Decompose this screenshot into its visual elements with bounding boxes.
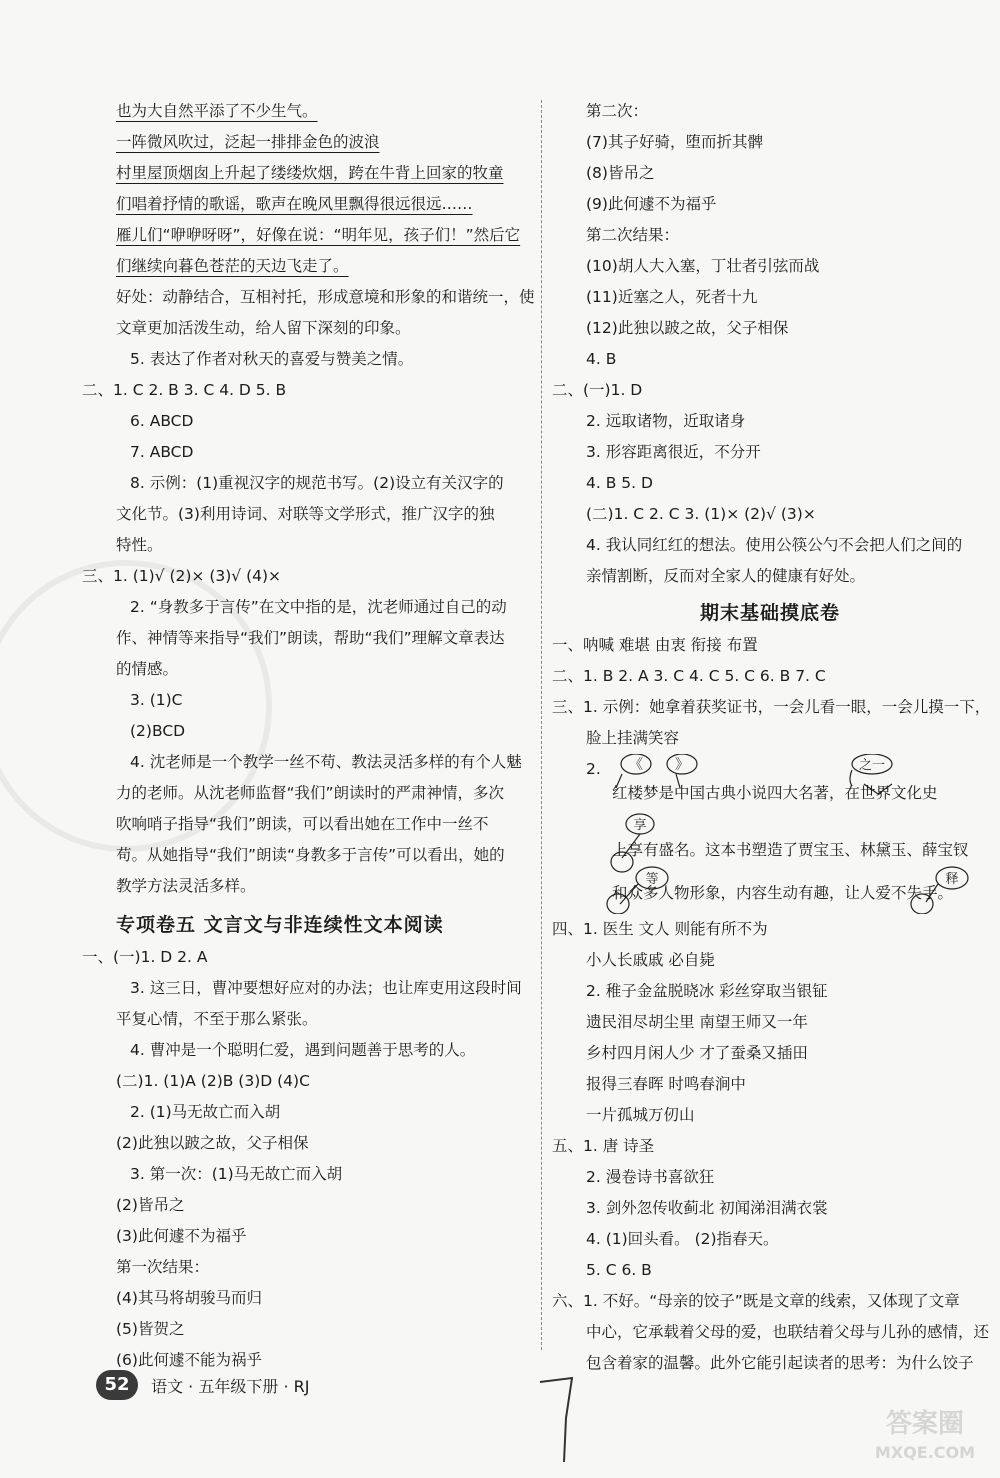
answer-line: 4. 曹冲是一个聪明仁爱，遇到问题善于思考的人。	[130, 1041, 476, 1059]
answer-line: 村里屋顶烟囱上升起了缕缕炊烟，跨在牛背上回家的牧童	[116, 164, 504, 182]
answer-line: (2)皆吊之	[116, 1196, 185, 1214]
proofread-sentence-line: 红楼梦是中国古典小说四大名著，在世界文化史	[612, 784, 938, 802]
answer-line: 脸上挂满笑容	[586, 729, 680, 747]
answer-line: 4. B 5. D	[586, 474, 653, 492]
answer-line: 三、1. 示例：她拿着获奖证书，一会儿看一眼，一会儿摸一下，	[552, 698, 991, 716]
footer-label: 语文 · 五年级下册 · RJ	[151, 1376, 310, 1396]
answer-line: 报得三春晖 时鸣春涧中	[586, 1075, 746, 1093]
correction-mark: 等	[645, 872, 659, 887]
answer-line: 3. (1)C	[130, 691, 183, 709]
answer-line: (2)此独以跛之故，父子相保	[116, 1134, 309, 1152]
proofread-sentence-line: 上享有盛名。这本书塑造了贾宝玉、林黛玉、薛宝钗	[612, 841, 969, 859]
answer-line: 二、1. C 2. B 3. C 4. D 5. B	[82, 381, 287, 399]
proofreading-marks	[552, 754, 988, 914]
answer-line: 六、1. 不好。“母亲的饺子”既是文章的线索，又体现了文章	[552, 1292, 960, 1310]
answer-line: 2. 稚子金盆脱晓冰 彩丝穿取当银钲	[586, 982, 828, 1000]
answer-line: 8. 示例：(1)重视汉字的规范书写。(2)设立有关汉字的	[130, 474, 504, 492]
answer-line: (11)近塞之人，死者十九	[586, 288, 758, 306]
watermark-title: 答案圈	[885, 1409, 965, 1439]
answer-line: 也为大自然平添了不少生气。	[116, 102, 318, 120]
correction-mark: 》	[675, 757, 689, 773]
answer-line: 中心，它承载着父母的爱，也联结着父母与儿孙的感情，还	[586, 1323, 990, 1341]
answer-line: 一、呐喊 难堪 由衷 衔接 布置	[552, 636, 758, 654]
answer-line: 第二次结果：	[586, 226, 680, 244]
answer-line: 一阵微风吹过，泛起一排排金色的波浪	[116, 133, 380, 151]
answer-line: 4. (1)回头看。 (2)指春天。	[586, 1230, 779, 1248]
answer-line: 教学方法灵活多样。	[116, 877, 256, 895]
answer-line: 一、(一)1. D 2. A	[82, 948, 208, 966]
answer-line: 平复心情，不至于那么紧张。	[116, 1010, 318, 1028]
answer-line: 3. 第一次：(1)马无故亡而入胡	[130, 1165, 343, 1183]
answer-line: 2. 远取诸物，近取诸身	[586, 412, 746, 430]
answer-line: 4. 沈老师是一个教学一丝不苟、教法灵活多样的有个人魅	[130, 753, 522, 771]
answer-line: 2. “身教多于言传”在文中指的是，沈老师通过自己的动	[130, 598, 507, 616]
answer-line: 小人长戚戚 必自毙	[586, 951, 715, 969]
answer-line: (7)其子好骑，堕而折其髀	[586, 133, 763, 151]
correction-mark: 之一	[858, 758, 886, 773]
answer-line: 五、1. 唐 诗圣	[552, 1137, 655, 1155]
section-title: 专项卷五 文言文与非连续性文本阅读	[116, 914, 444, 936]
answer-line: 好处：动静结合，互相衬托，形成意境和形象的和谐统一，使	[116, 288, 535, 306]
answer-line: 文化节。(3)利用诗词、对联等文学形式，推广汉字的独	[116, 505, 495, 523]
answer-line: 作、神情等来指导“我们”朗读，帮助“我们”理解文章表达	[116, 629, 505, 647]
answer-line: 2. (1)马无故亡而入胡	[130, 1103, 281, 1121]
answer-line: 苟。从她指导“我们”朗读“身教多于言传”可以看出，她的	[116, 846, 505, 864]
answer-line: 特性。	[116, 536, 163, 554]
answer-line: 6. ABCD	[130, 412, 194, 430]
answer-line: 第一次结果：	[116, 1258, 210, 1276]
right-column	[552, 96, 991, 1379]
answer-line: 7. ABCD	[130, 443, 194, 461]
answer-line: (10)胡人大入塞，丁壮者引弦而战	[586, 257, 820, 275]
proofreading-figure	[552, 754, 988, 914]
answer-line: 文章更加活泼生动，给人留下深刻的印象。	[116, 319, 411, 337]
answer-line: (9)此何遽不为福乎	[586, 195, 717, 213]
correction-mark: 释	[945, 872, 959, 887]
correction-mark: 享	[633, 818, 647, 833]
answer-line: (6)此何遽不能为祸乎	[116, 1351, 262, 1369]
answer-line: (二)1. C 2. C 3. (1)× (2)√ (3)×	[586, 505, 816, 523]
correction-mark: 《	[629, 757, 643, 773]
answer-line: 一片孤城万仞山	[586, 1106, 695, 1124]
answer-line: 遗民泪尽胡尘里 南望王师又一年	[586, 1013, 808, 1031]
answer-line: 2. 漫卷诗书喜欲狂	[586, 1168, 715, 1186]
answer-line: 4. 我认同红红的想法。使用公筷公勺不会把人们之间的	[586, 536, 963, 554]
answer-line: 四、1. 医生 文人 则能有所不为	[552, 920, 768, 938]
left-column	[82, 96, 535, 1376]
answer-line: 第二次：	[586, 102, 649, 120]
column-divider	[541, 100, 542, 1350]
answer-line: 二、1. B 2. A 3. C 4. C 5. C 6. B 7. C	[552, 667, 826, 685]
answer-line: 5. C 6. B	[586, 1261, 652, 1279]
answer-line: 3. 这三日，曹冲要想好应对的办法；也让库吏用这段时间	[130, 979, 522, 997]
answer-line: 3. 形容距离很近，不分开	[586, 443, 761, 461]
answer-line: 吹响哨子指导“我们”朗读，可以看出她在工作中一丝不	[116, 815, 489, 833]
answer-line: (3)此何遽不为福乎	[116, 1227, 247, 1245]
page-number-badge: 52	[96, 1370, 138, 1400]
answer-line: 3. 剑外忽传收蓟北 初闻涕泪满衣裳	[586, 1199, 828, 1217]
answer-line: (5)皆贺之	[116, 1320, 185, 1338]
section-title: 期末基础摸底卷	[699, 602, 840, 624]
answer-line: 力的老师。从沈老师监督“我们”朗读时的严肃神情，多次	[116, 784, 505, 802]
answer-line: 三、1. (1)√ (2)× (3)√ (4)×	[82, 567, 282, 585]
question-number: 2.	[586, 760, 601, 778]
answer-line: (12)此独以跛之故，父子相保	[586, 319, 789, 337]
answer-line: 们唱着抒情的歌谣，歌声在晚风里飘得很远很远……	[116, 195, 473, 213]
answer-line: (8)皆吊之	[586, 164, 655, 182]
answer-line: (2)BCD	[130, 722, 186, 740]
answer-line: (4)其马将胡骏马而归	[116, 1289, 262, 1307]
answer-line: 4. B	[586, 350, 617, 368]
answer-line: 雁儿们“咿咿呀呀”，好像在说：“明年见，孩子们！”然后它	[116, 226, 521, 244]
answer-line: 5. 表达了作者对秋天的喜爱与赞美之情。	[130, 350, 414, 368]
answer-line: 们继续向暮色苍茫的天边飞走了。	[116, 257, 349, 275]
answer-line: (二)1. (1)A (2)B (3)D (4)C	[116, 1072, 310, 1090]
handwritten-mark	[530, 1370, 590, 1470]
page-footer	[96, 1370, 309, 1404]
answer-line: 乡村四月闲人少 才了蚕桑又插田	[586, 1044, 808, 1062]
proofread-sentence-line: 和众多人物形象，内容生动有趣，让人爱不失手。	[612, 884, 954, 902]
answer-line: 包含着家的温馨。此外它能引起读者的思考：为什么饺子	[586, 1354, 974, 1372]
watermark-logo	[860, 1400, 990, 1470]
watermark-url: MXQE.COM	[874, 1443, 976, 1462]
answer-line: 亲情割断，反而对全家人的健康有好处。	[586, 567, 866, 585]
answer-line: 的情感。	[116, 660, 179, 678]
answer-line: 二、(一)1. D	[552, 381, 643, 399]
